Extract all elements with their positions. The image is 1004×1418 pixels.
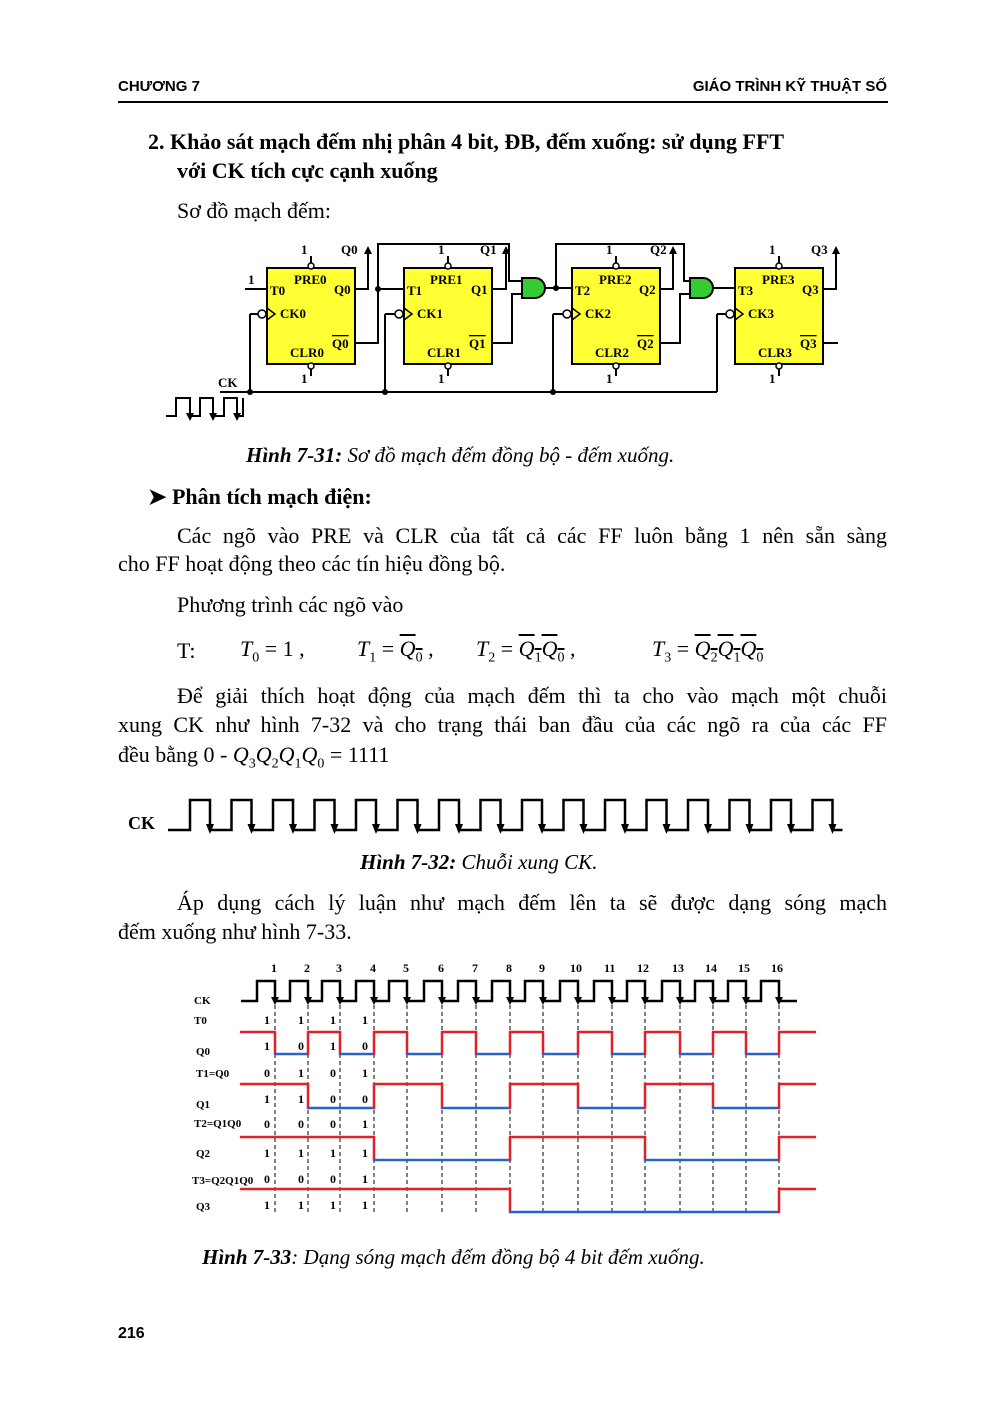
wf-value-q0: 1	[330, 1039, 336, 1053]
pulse-number: 4	[370, 961, 376, 975]
ff2-ck: CK2	[585, 306, 611, 321]
t0-one: 1	[248, 272, 255, 287]
analysis-para1-line1: Các ngõ vào PRE và CLR của tất cả các FF luôn bằng 1 nên sẵn sàng	[177, 523, 887, 548]
ff1-pre: PRE1	[430, 272, 463, 287]
para4-line1: Áp dụng cách lý luận như mạch đếm lên ta sẽ được dạng sóng mạch	[177, 890, 887, 915]
wf-value-q0: 0	[362, 1039, 368, 1053]
analysis-para2: Phương trình các ngõ vào	[177, 592, 404, 617]
section-title-line1: 2. Khảo sát mạch đếm nhị phân 4 bit, ĐB, đếm xuống: sử dụng FFT	[148, 129, 785, 154]
wf-label-t1: T1=Q0	[196, 1068, 230, 1080]
ff2-clr: CLR2	[595, 345, 629, 360]
pre3-one: 1	[769, 242, 776, 257]
analysis-para3-line3: đều bằng $0 - Q_3Q_2Q_1Q_0 = 1111$	[118, 742, 390, 772]
ck-pulse-train	[160, 790, 890, 840]
wf-value-t3: 1	[362, 1172, 368, 1186]
q1-out-label: Q1	[480, 242, 497, 257]
wf-value-t3: 0	[264, 1172, 270, 1186]
ff3-pre: PRE3	[762, 272, 795, 287]
pulse-number: 8	[506, 961, 512, 975]
ff0-pre: PRE0	[294, 272, 327, 287]
wf-value-t0: 1	[330, 1013, 336, 1027]
chapter-label: CHƯƠNG 7	[118, 78, 200, 95]
ff0-t: T0	[270, 283, 286, 298]
wf-value-q0: 1	[264, 1039, 270, 1053]
analysis-para3-line2: xung CK như hình 7-32 và cho trạng thái ban đầu của các ngõ ra của các FF	[118, 712, 887, 737]
pulse-number: 1	[271, 961, 277, 975]
wf-value-q1: 1	[298, 1092, 304, 1106]
pulse-number: 10	[570, 961, 582, 975]
ff2-qbar: Q2	[637, 336, 654, 351]
eq-t1: $T_1 = Q_0$ ,	[357, 636, 434, 666]
wf-label-t0: T0	[194, 1015, 207, 1027]
ff1-clr: CLR1	[427, 345, 461, 360]
pulse-number: 12	[637, 961, 649, 975]
wf-value-q1: 1	[264, 1092, 270, 1106]
ck-pulses	[168, 800, 843, 830]
fig32-caption: Hình 7-32: Chuỗi xung CK.	[360, 850, 598, 874]
clr0-one: 1	[301, 371, 308, 386]
ff1-t: T1	[407, 283, 423, 298]
pulse-number: 9	[539, 961, 545, 975]
wf-label-t3: T3=Q2Q1Q0	[192, 1175, 254, 1187]
ff2-q: Q2	[639, 282, 656, 297]
wf-value-t1: 1	[362, 1066, 368, 1080]
schematic-intro: Sơ đồ mạch đếm:	[177, 198, 331, 223]
page-number: 216	[118, 1325, 145, 1342]
q0-out-label: Q0	[341, 242, 358, 257]
pulse-number: 2	[304, 961, 310, 975]
analysis-para1-line2: cho FF hoạt động theo các tín hiệu đồng bộ.	[118, 551, 506, 576]
and-gate-2	[690, 278, 713, 298]
eq-t2: $T_2 = Q_1Q_0$ ,	[476, 636, 576, 666]
pulse-number: 3	[336, 961, 342, 975]
ff3-ck: CK3	[748, 306, 774, 321]
pulse-number: 15	[738, 961, 750, 975]
wf-value-t0: 1	[298, 1013, 304, 1027]
book-title: GIÁO TRÌNH KỸ THUẬT SỐ	[692, 78, 887, 95]
wf-value-t2: 0	[298, 1117, 304, 1131]
pre1-one: 1	[438, 242, 445, 257]
wf-value-t2: 0	[264, 1117, 270, 1131]
eq-label: T:	[177, 638, 196, 663]
para4-line2: đếm xuống như hình 7-33.	[118, 919, 352, 944]
wf-value-q1: 0	[330, 1092, 336, 1106]
q2-out-label: Q2	[650, 242, 667, 257]
waveform-diagram	[180, 955, 830, 1220]
wf-label-q0: Q0	[196, 1046, 211, 1058]
wf-value-t1: 1	[298, 1066, 304, 1080]
arrow-bullet-icon: ➤	[148, 484, 167, 509]
section-title-line2: với CK tích cực cạnh xuống	[177, 158, 438, 183]
ff3-qbar: Q3	[800, 336, 817, 351]
fig31-caption: Hình 7-31: Sơ đồ mạch đếm đồng bộ - đếm xuống.	[246, 443, 675, 467]
wf-value-q1: 0	[362, 1092, 368, 1106]
ff1-q: Q1	[471, 282, 488, 297]
wf-value-q2: 1	[264, 1146, 270, 1160]
wf-value-q2: 1	[298, 1146, 304, 1160]
wf-value-q3: 1	[264, 1198, 270, 1212]
pulse-number: 7	[472, 961, 478, 975]
ff1-qbar: Q1	[469, 336, 486, 351]
wf-value-q3: 1	[298, 1198, 304, 1212]
eq-t0: $T_0 = 1$ ,	[240, 636, 305, 666]
wf-value-t2: 0	[330, 1117, 336, 1131]
wf-value-q3: 1	[362, 1198, 368, 1212]
wf-value-t1: 0	[264, 1066, 270, 1080]
ff3-clr: CLR3	[758, 345, 792, 360]
pulse-number: 16	[771, 961, 783, 975]
pulse-number: 14	[705, 961, 717, 975]
pulse-number: 11	[604, 961, 616, 975]
ff2-t: T2	[575, 283, 591, 298]
wf-label-t2: T2=Q1Q0	[194, 1118, 242, 1130]
ff0-qbar: Q0	[332, 336, 349, 351]
clr1-one: 1	[438, 371, 445, 386]
and-gate-1	[522, 278, 545, 298]
wf-value-q0: 0	[298, 1039, 304, 1053]
header-rule	[118, 101, 888, 103]
wf-value-t0: 1	[264, 1013, 270, 1027]
wf-label-q3: Q3	[196, 1201, 211, 1213]
pre2-one: 1	[606, 242, 613, 257]
fig32-ck-label: CK	[128, 813, 155, 833]
wf-value-t2: 1	[362, 1117, 368, 1131]
ff1-ck: CK1	[417, 306, 443, 321]
pre0-one: 1	[301, 242, 308, 257]
pulse-number: 13	[672, 961, 684, 975]
analysis-heading: ➤ Phân tích mạch điện:	[148, 484, 372, 509]
wf-label-q1: Q1	[196, 1099, 211, 1111]
counter-schematic	[150, 236, 850, 431]
q3-out-label: Q3	[811, 242, 828, 257]
ff0-ck: CK0	[280, 306, 306, 321]
wf-value-q3: 1	[330, 1198, 336, 1212]
ff0-q: Q0	[334, 282, 351, 297]
clr3-one: 1	[769, 371, 776, 386]
wf-label-ck: CK	[194, 995, 211, 1007]
ff3-q: Q3	[802, 282, 819, 297]
analysis-para3-line1: Để giải thích hoạt động của mạch đếm thì ta cho vào mạch một chuỗi	[177, 683, 887, 708]
clr2-one: 1	[606, 371, 613, 386]
wf-value-t3: 0	[330, 1172, 336, 1186]
wf-value-q2: 1	[330, 1146, 336, 1160]
wf-label-q2: Q2	[196, 1148, 211, 1160]
wf-value-t1: 0	[330, 1066, 336, 1080]
ff2-pre: PRE2	[599, 272, 632, 287]
wf-value-t3: 0	[298, 1172, 304, 1186]
wf-value-q2: 1	[362, 1146, 368, 1160]
fig33-caption: Hình 7-33: Dạng sóng mạch đếm đồng bộ 4 bit đếm xuống.	[202, 1245, 705, 1269]
eq-t3: $T_3 = Q_2Q_1Q_0$	[652, 636, 764, 666]
pulse-number: 5	[403, 961, 409, 975]
ff3-t: T3	[738, 283, 754, 298]
wf-value-t0: 1	[362, 1013, 368, 1027]
ff0-clr: CLR0	[290, 345, 324, 360]
pulse-number: 6	[438, 961, 444, 975]
ck-label: CK	[218, 375, 238, 390]
